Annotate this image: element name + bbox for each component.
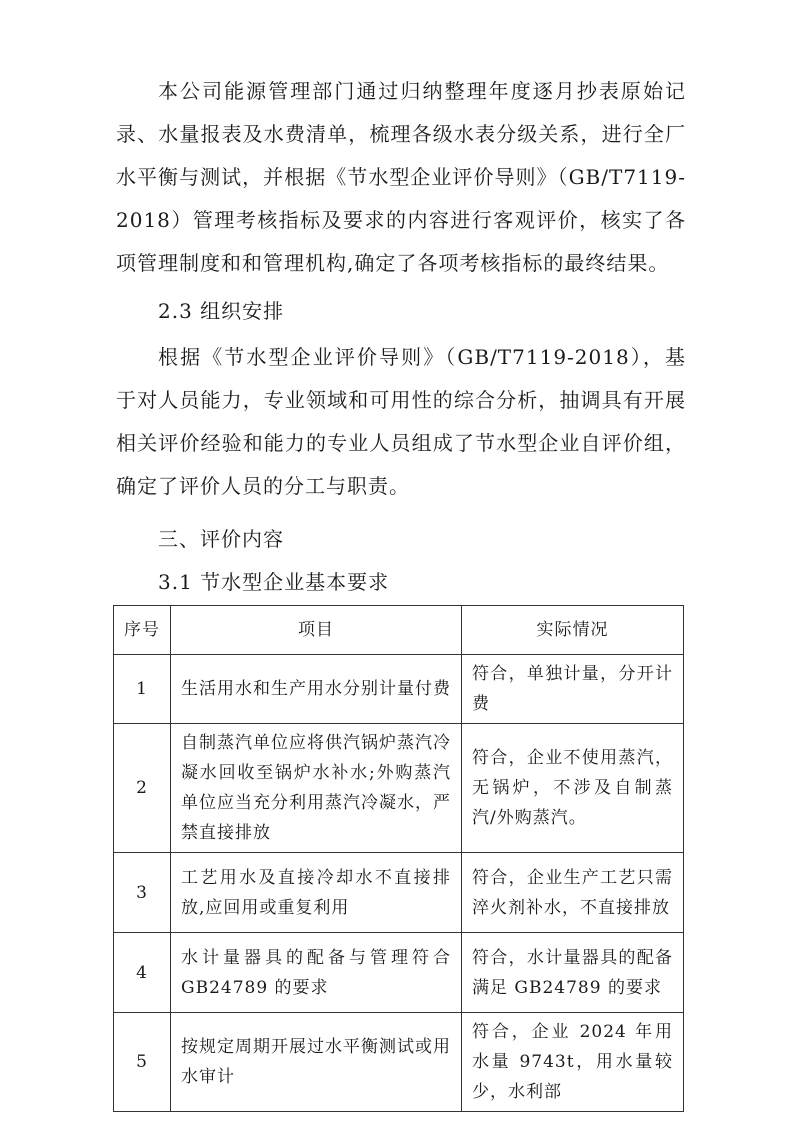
row-status: 符合，企业 2024 年用水量 9743t，用水量较少，水利部 — [462, 1013, 684, 1112]
row-item: 工艺用水及直接冷却水不直接排放,应回用或重复利用 — [171, 853, 462, 933]
paragraph-organization: 根据《节水型企业评价导则》（GB/T7119-2018），基于对人员能力，专业领域和可用性的综合分析，抽调具有开展相关评价经验和能力的专业人员组成了节水型企业自评价组，确定了评价人员的分工与职责。 — [116, 345, 686, 498]
row-no: 2 — [114, 724, 171, 853]
table-row — [114, 853, 684, 933]
table-row — [114, 724, 684, 853]
table-row — [114, 1013, 684, 1112]
row-item: 按规定周期开展过水平衡测试或用水审计 — [171, 1013, 462, 1112]
table-header-row — [114, 606, 684, 655]
row-status: 符合，水计量器具的配备满足 GB24789 的要求 — [462, 933, 684, 1013]
section-heading-3-1: 3.1 节水型企业基本要求 — [158, 570, 390, 594]
row-no: 4 — [114, 933, 171, 1013]
table-row — [114, 933, 684, 1013]
row-no: 5 — [114, 1013, 171, 1112]
header-no: 序号 — [114, 606, 171, 655]
row-item: 自制蒸汽单位应将供汽锅炉蒸汽冷凝水回收至锅炉水补水;外购蒸汽单位应当充分利用蒸汽冷凝水，严禁直接排放 — [171, 724, 462, 853]
section-heading-2-3: 2.3 组织安排 — [158, 299, 285, 323]
requirements-table — [113, 605, 684, 1112]
header-status: 实际情况 — [462, 606, 684, 655]
table-row — [114, 655, 684, 724]
header-item: 项目 — [171, 606, 462, 655]
row-no: 3 — [114, 853, 171, 933]
section-heading-3: 三、评价内容 — [158, 527, 284, 551]
row-item: 生活用水和生产用水分别计量付费 — [171, 655, 462, 724]
row-no: 1 — [114, 655, 171, 724]
row-item: 水计量器具的配备与管理符合 GB24789 的要求 — [171, 933, 462, 1013]
row-status: 符合，企业不使用蒸汽，无锅炉，不涉及自制蒸汽/外购蒸汽。 — [462, 724, 684, 853]
paragraph-water-records: 本公司能源管理部门通过归纳整理年度逐月抄表原始记录、水量报表及水费清单，梳理各级水表分级关系，进行全厂水平衡与测试，并根据《节水型企业评价导则》（GB/T7119-2018）管理考核指标及要求的内容进行客观评价，核实了各项管理制度和和管理机构,确定了各项考核指标的最终结果。 — [116, 79, 686, 275]
row-status: 符合，企业生产工艺只需淬火剂补水，不直接排放 — [462, 853, 684, 933]
row-status: 符合，单独计量，分开计费 — [462, 655, 684, 724]
